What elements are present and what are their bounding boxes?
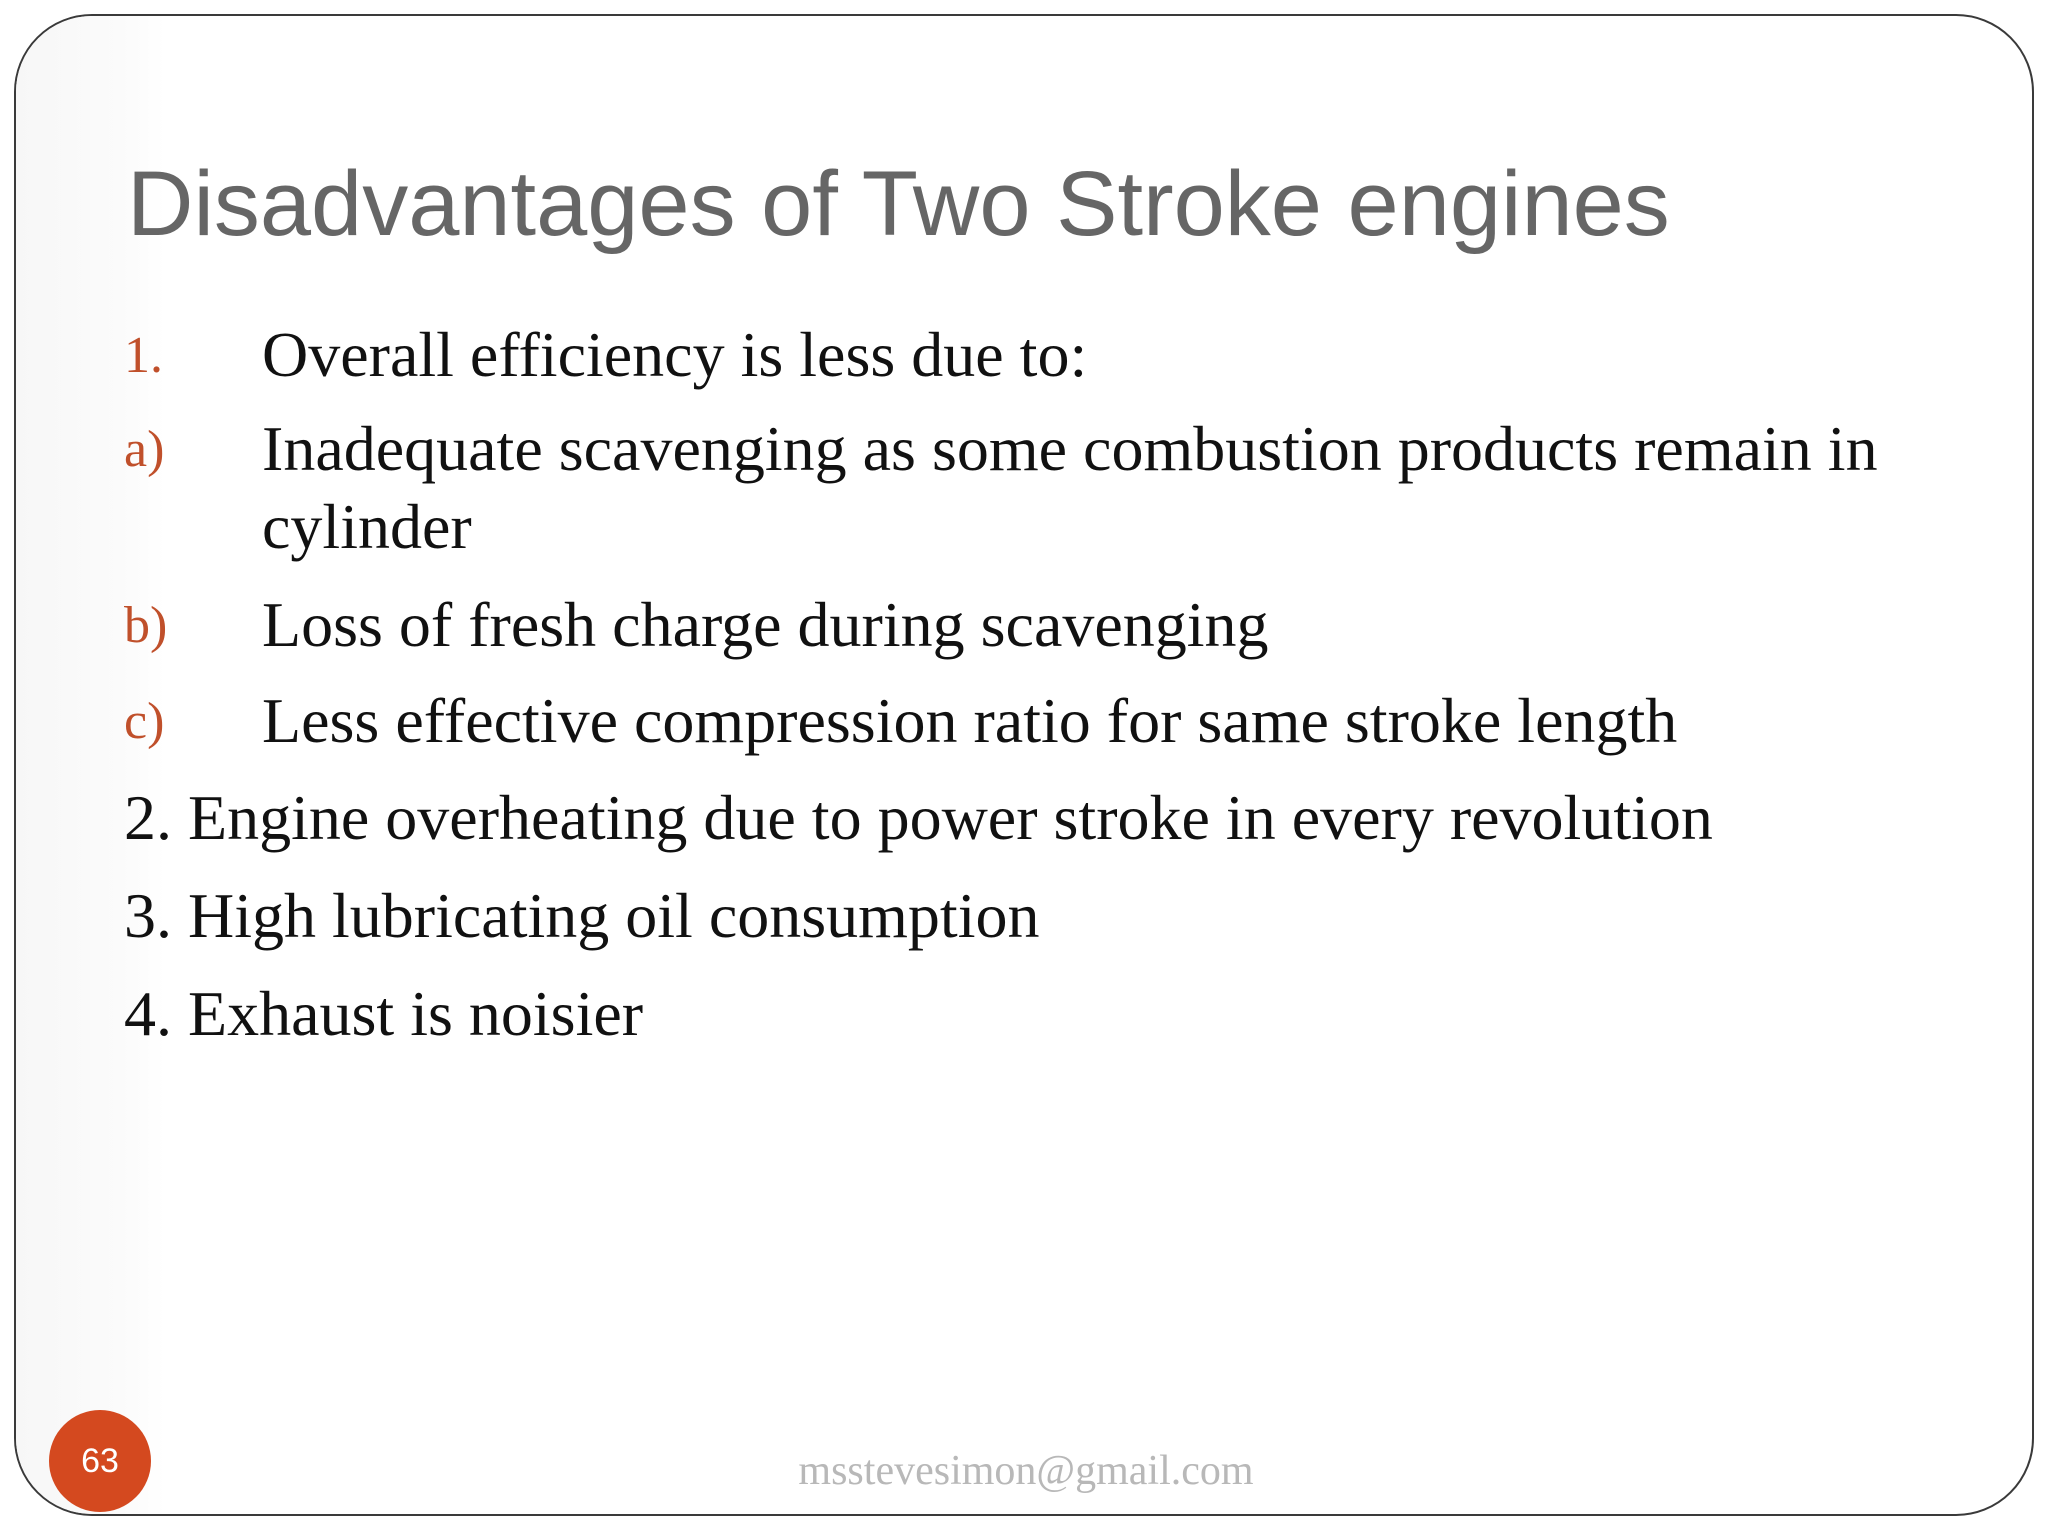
- list-item-a: [124, 410, 2004, 566]
- list-marker: 2.: [124, 782, 188, 853]
- list-item-text: High lubricating oil consumption: [188, 880, 1040, 951]
- list-marker: 1.: [124, 327, 163, 384]
- list-item-c: [124, 682, 2004, 760]
- list-item-text: Exhaust is noisier: [188, 978, 644, 1049]
- slide: [14, 14, 2034, 1516]
- list-item-text: Overall efficiency is less due to:: [262, 319, 1088, 390]
- list-item-4: [124, 974, 2004, 1054]
- slide-content: [124, 316, 2004, 1054]
- slide-title: Disadvantages of Two Stroke engines: [127, 153, 1670, 255]
- list-item-b: [124, 586, 2004, 664]
- footer-email: msstevesimon@gmail.com: [798, 1448, 1254, 1494]
- list-item-3: [124, 876, 2004, 956]
- list-item-text: Engine overheating due to power stroke in every revolution: [188, 782, 1713, 853]
- list-item-2: [124, 778, 2004, 858]
- list-item-text: Inadequate scavenging as some combustion products remain in cylinder: [262, 413, 1878, 562]
- list-marker: a): [124, 421, 165, 478]
- list-item-1: [124, 316, 2004, 394]
- list-item-text: Loss of fresh charge during scavenging: [262, 589, 1269, 660]
- list-item-text: Less effective compression ratio for same stroke length: [262, 685, 1678, 756]
- list-marker: 3.: [124, 880, 188, 951]
- page-number-badge: 63: [49, 1410, 151, 1512]
- list-marker: c): [124, 693, 165, 750]
- list-marker: b): [124, 597, 168, 654]
- list-marker: 4.: [124, 978, 188, 1049]
